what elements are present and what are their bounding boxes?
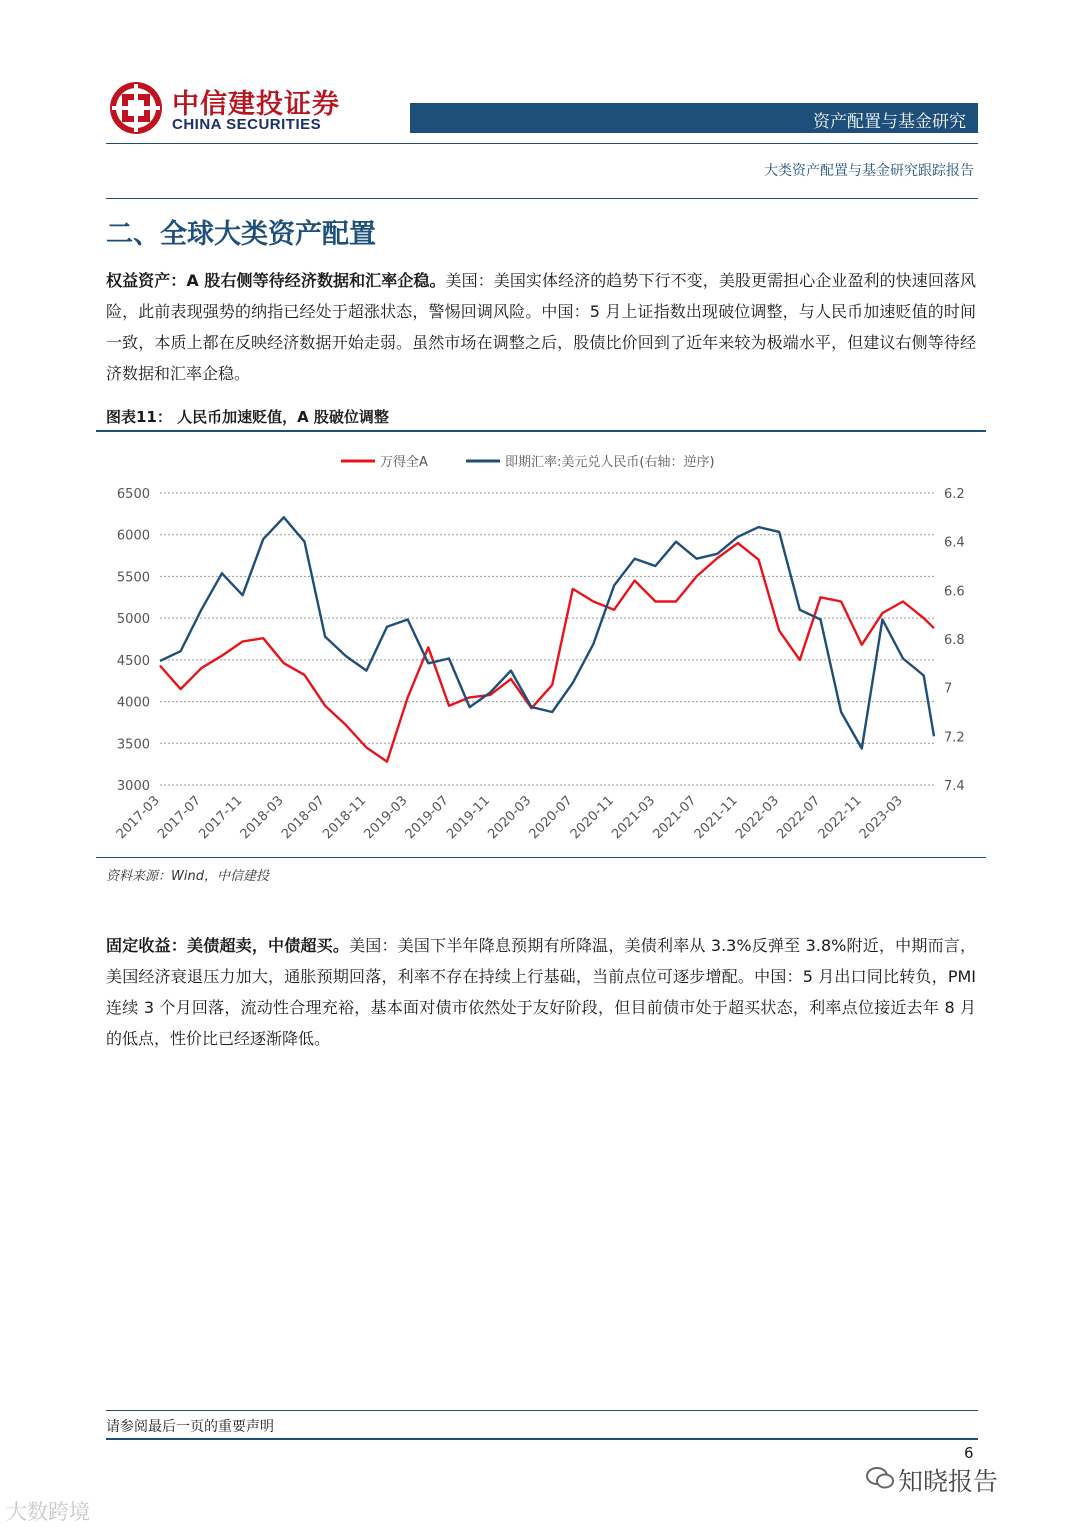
y-right-tick-label: 7.4 [944,779,965,794]
fixed-income-paragraph [106,930,976,1054]
footer-bottom-rule [106,1438,978,1440]
x-tick-label: 2020-07 [526,793,576,843]
y-left-tick-label: 5000 [116,612,150,628]
y-left-tick-label: 5500 [116,570,150,586]
x-tick-label: 2021-03 [609,793,659,843]
y-left-tick-label: 4500 [116,653,150,669]
x-tick-label: 2019-11 [444,793,494,843]
report-series-title: 大类资产配置与基金研究跟踪报告 [764,163,974,179]
header-divider [106,143,978,144]
x-axis-ticks [114,793,906,842]
figure-bottom-rule [96,857,986,858]
header-band-label: 资产配置与基金研究 [813,112,966,132]
x-tick-label: 2017-11 [196,793,246,843]
x-tick-label: 2019-07 [402,793,452,843]
y-left-tick-label: 4000 [116,695,150,711]
x-tick-label: 2018-11 [320,793,370,843]
equity-lead: 权益资产：A 股右侧等待经济数据和汇率企稳。 [106,271,446,290]
subheader-divider [106,198,978,199]
footer-divider [106,1410,978,1411]
y-left-tick-label: 6500 [116,487,150,502]
x-tick-label: 2023-03 [856,793,906,843]
section-title: 二、全球大类资产配置 [106,219,376,250]
wechat-icon [866,1466,894,1490]
chart-grid [160,493,934,785]
y-left-tick-label: 3000 [116,779,150,794]
logo-chinese-name: 中信建投证券 [172,89,340,120]
fixed-income-lead: 固定收益：美债超卖，中债超买。 [106,936,350,955]
x-tick-label: 2020-11 [567,793,617,843]
figure-source: 资料来源：Wind，中信建投 [106,869,269,884]
x-tick-label: 2022-03 [733,793,783,843]
left-axis-ticks [117,487,150,794]
figure-title: 图表11： 人民币加速贬值，A 股破位调整 [106,408,389,426]
line-chart [96,440,986,850]
chart-legend [341,454,715,470]
y-left-tick-label: 3500 [116,737,150,753]
page-number: 6 [964,1444,974,1462]
y-right-tick-label: 7 [944,681,953,697]
y-right-tick-label: 7.2 [944,730,965,746]
right-axis-ticks [944,487,965,794]
figure-top-rule [96,430,986,432]
footer-disclaimer: 请参阅最后一页的重要声明 [106,1419,274,1435]
x-tick-label: 2022-11 [815,793,865,843]
equity-body: 美国：美国实体经济的趋势下行不变，美股更需担心企业盈利的快速回落风险，此前表现强势的纳指已经处于超涨状态，警惕回调风险。中国：5 月上证指数出现破位调整，与人民币加速贬值的时间一致，本质上都在反映经济数据开始走弱。虽然市场在调整之后，股债比价回到了近年来较为极端水平，但建议右侧等待经济数据和汇率企稳。 [106,271,976,383]
series-line-wind-a [160,543,934,762]
x-tick-label: 2017-03 [113,793,163,843]
watermark-right: 知晓报告 [898,1467,999,1496]
legend-label: 万得全A [380,455,428,470]
x-tick-label: 2018-03 [237,793,287,843]
header-band [410,103,978,133]
equity-paragraph [106,265,976,389]
fixed-income-body: 美国：美国下半年降息预期有所降温，美债利率从 3.3%反弹至 3.8%附近，中期而言，美国经济衰退压力加大，通胀预期回落，利率不存在持续上行基础，当前点位可逐步增配。中国：5 月出口同比转负，PMI 连续 3 个月回落，流动性合理充裕，基本面对债市依然处于友好阶段，但目前债市处于超买状态，利率点位接近去年 8 月的低点，性价比已经逐渐降低。 [106,936,976,1048]
y-left-tick-label: 6000 [116,528,150,544]
x-tick-label: 2018-07 [278,793,328,843]
series-lines [160,517,934,762]
watermark-left: 大数跨境 [6,1500,90,1524]
logo-english-name: CHINA SECURITIES [172,116,322,133]
legend-label: 即期汇率:美元兑人民币(右轴：逆序) [505,455,715,470]
x-tick-label: 2022-07 [774,793,824,843]
x-tick-label: 2021-07 [650,793,700,843]
x-tick-label: 2019-03 [361,793,411,843]
y-right-tick-label: 6.2 [944,487,965,502]
y-right-tick-label: 6.8 [944,633,965,648]
x-tick-label: 2017-07 [155,793,205,843]
china-securities-logo-icon [108,80,164,136]
series-line-usdcny [160,517,934,748]
x-tick-label: 2021-11 [691,793,741,843]
y-right-tick-label: 6.4 [944,535,965,551]
y-right-tick-label: 6.6 [944,584,965,600]
x-tick-label: 2020-03 [485,793,535,843]
